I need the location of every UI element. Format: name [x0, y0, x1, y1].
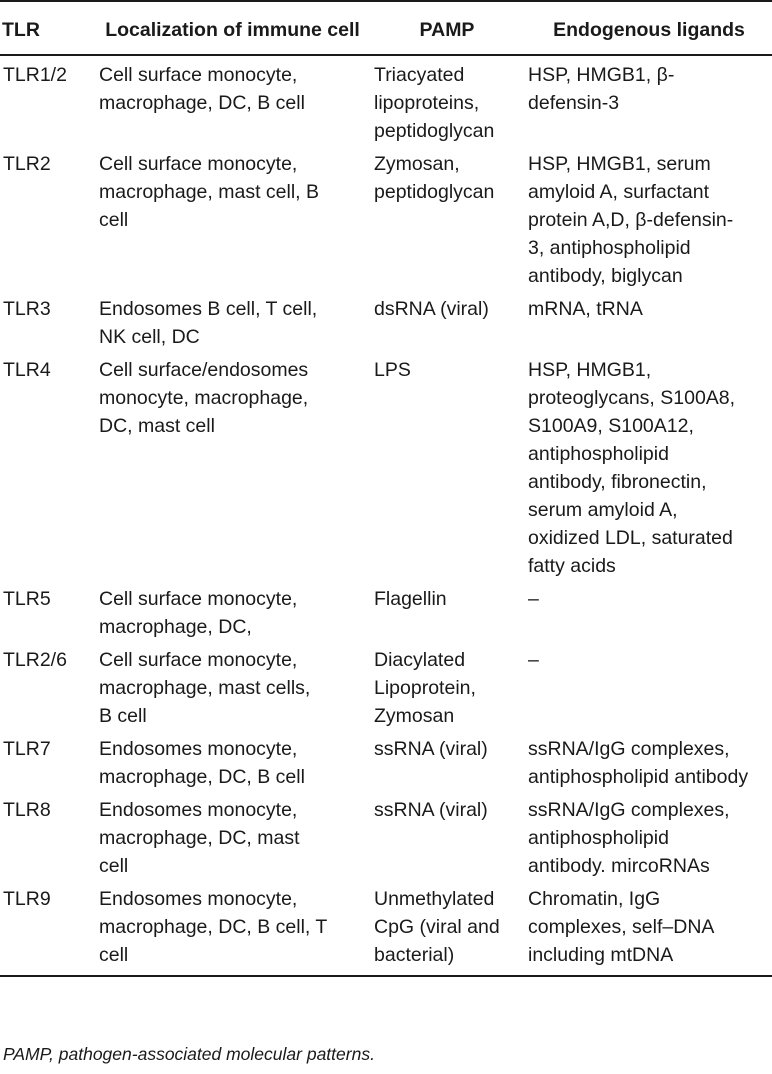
cell-tlr: TLR3: [3, 298, 51, 320]
cell-tlr: TLR8: [3, 799, 51, 821]
cell-tlr: TLR2/6: [3, 649, 67, 671]
table-header: [0, 1, 772, 55]
cell-tlr: TLR7: [3, 738, 51, 760]
cell-ligands: –: [528, 649, 539, 671]
table-footnote: PAMP, pathogen-associated molecular patterns.: [3, 1044, 375, 1064]
cell-ligands: HSP, HMGB1, serum amyloid A, surfactant protein A,D, β-defensin- 3, antiphospholipid antibody, biglycan: [528, 153, 734, 287]
table-row: [0, 351, 772, 580]
cell-tlr: TLR1/2: [3, 64, 67, 86]
table-row: [0, 580, 772, 641]
table-body: [0, 55, 772, 976]
cell-localization: Cell surface monocyte, macrophage, mast cell, B cell: [99, 153, 320, 231]
cell-ligands: ssRNA/IgG complexes, antiphospholipid antibody: [528, 738, 749, 788]
table-row: [0, 55, 772, 145]
cell-pamp: dsRNA (viral): [374, 298, 489, 320]
cell-ligands: HSP, HMGB1, β- defensin-3: [528, 64, 675, 114]
cell-localization: Cell surface monocyte, macrophage, mast cells, B cell: [99, 649, 311, 727]
cell-localization: Cell surface/endosomes monocyte, macrophage, DC, mast cell: [99, 359, 309, 437]
header-row: [0, 1, 772, 55]
cell-localization: Endosomes monocyte, macrophage, DC, B cell: [99, 738, 305, 788]
cell-ligands: HSP, HMGB1, proteoglycans, S100A8, S100A9, S100A12, antiphospholipid antibody, fibronectin, serum amyloid A, oxidized LDL, saturated fatty acids: [528, 359, 736, 577]
cell-ligands: ssRNA/IgG complexes, antiphospholipid antibody. mircoRNAs: [528, 799, 730, 877]
header-localization: Localization of immune cell: [97, 1, 368, 55]
cell-tlr: TLR9: [0, 880, 97, 976]
cell-pamp: ssRNA (viral): [374, 738, 488, 760]
cell-ligands: mRNA, tRNA: [528, 298, 643, 320]
cell-localization: Endosomes monocyte, macrophage, DC, mast cell: [99, 799, 300, 877]
header-pamp: PAMP: [368, 1, 526, 55]
cell-pamp: ssRNA (viral): [374, 799, 488, 821]
cell-localization: Cell surface monocyte, macrophage, DC, B cell: [99, 64, 305, 114]
table-row: [0, 880, 772, 976]
table-row: [0, 641, 772, 730]
cell-localization: Endosomes monocyte, macrophage, DC, B cell, T cell: [97, 880, 368, 976]
cell-pamp: Flagellin: [374, 588, 447, 610]
cell-tlr: TLR5: [3, 588, 51, 610]
cell-pamp: LPS: [374, 359, 411, 381]
table-row: [0, 290, 772, 351]
cell-pamp: Triacyated lipoproteins, peptidoglycan: [374, 64, 495, 142]
header-endogenous-ligands: Endogenous ligands: [526, 1, 772, 55]
table-row: [0, 791, 772, 880]
table-row: [0, 145, 772, 290]
cell-localization: Endosomes B cell, T cell, NK cell, DC: [99, 298, 318, 348]
cell-pamp: Diacylated Lipoprotein, Zymosan: [374, 649, 476, 727]
cell-pamp: Zymosan, peptidoglycan: [374, 153, 495, 203]
cell-ligands: Chromatin, IgG complexes, self–DNA including mtDNA: [526, 880, 772, 976]
header-tlr: TLR: [0, 1, 97, 55]
cell-tlr: TLR2: [3, 153, 51, 175]
cell-ligands: –: [528, 588, 539, 610]
cell-pamp: Unmethylated CpG (viral and bacterial): [368, 880, 526, 976]
cell-localization: Cell surface monocyte, macrophage, DC,: [99, 588, 298, 638]
cell-tlr: TLR4: [3, 359, 51, 381]
table-row: [0, 730, 772, 791]
